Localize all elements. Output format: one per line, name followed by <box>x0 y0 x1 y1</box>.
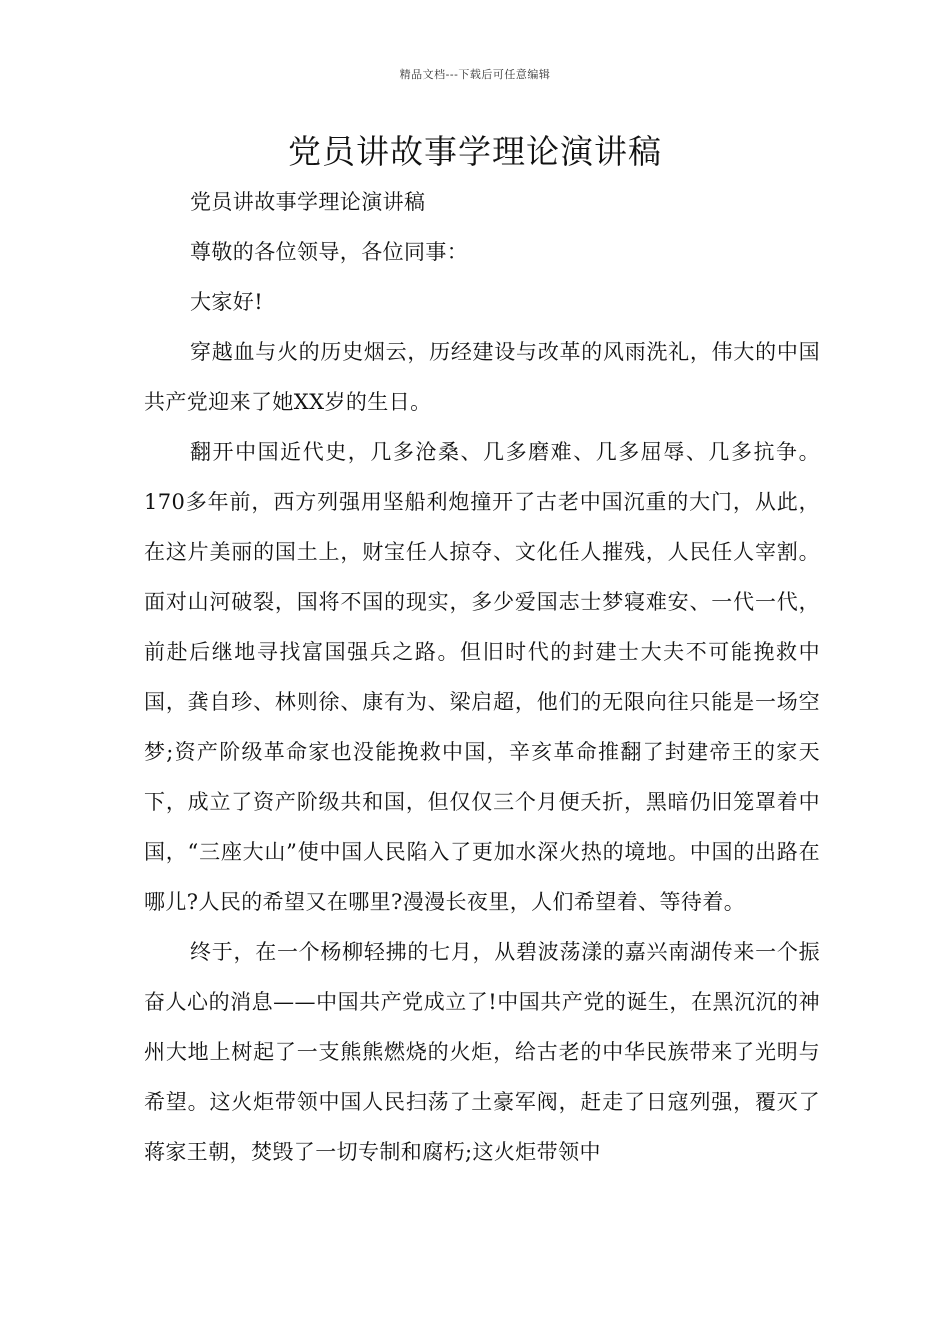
paragraph-history: 翻开中国近代史，几多沧桑、几多磨难、几多屈辱、几多抗争。170多年前，西方列强用坚船利炮撞开了古老中国沉重的大门，从此，在这片美丽的国土上，财宝任人掠夺、文化任人摧残，人民任人宰割。面对山河破裂，国将不国的现实，多少爱国志士梦寝难安、一代一代，前赴后继地寻找富国强兵之路。但旧时代的封建士大夫不可能挽救中国，龚自珍、林则徐、康有为、梁启超，他们的无限向往只能是一场空梦;资产阶级革命家也没能挽救中国，辛亥革命推翻了封建帝王的家天下，成立了资产阶级共和国，但仅仅三个月便夭折，黑暗仍旧笼罩着中国，“三座大山”使中国人民陷入了更加水深火热的境地。中国的出路在哪儿?人民的希望又在哪里?漫漫长夜里，人们希望着、等待着。 <box>144 440 820 914</box>
paragraph-salutation: 尊敬的各位领导，各位同事： <box>190 240 469 264</box>
paragraph-founding: 终于，在一个杨柳轻拂的七月，从碧波荡漾的嘉兴南湖传来一个振奋人心的消息——中国共产党成立了!中国共产党的诞生，在黑沉沉的神州大地上树起了一支熊熊燃烧的火炬，给古老的中华民族带来了光明与希望。这火炬带领中国人民扫荡了土豪军阀，赶走了日寇列强，覆灭了蒋家王朝，焚毁了一切专制和腐朽;这火炬带领中 <box>144 940 820 1164</box>
header-note: 精品文档---下载后可任意编辑 <box>399 68 551 81</box>
paragraph-subtitle: 党员讲故事学理论演讲稿 <box>190 190 426 214</box>
document-body <box>144 177 820 1177</box>
document-title: 党员讲故事学理论演讲稿 <box>288 132 662 171</box>
paragraph-greeting: 大家好! <box>190 290 264 314</box>
paragraph-intro: 穿越血与火的历史烟云，历经建设与改革的风雨洗礼，伟大的中国共产党迎来了她XX岁的生日。 <box>144 340 820 414</box>
